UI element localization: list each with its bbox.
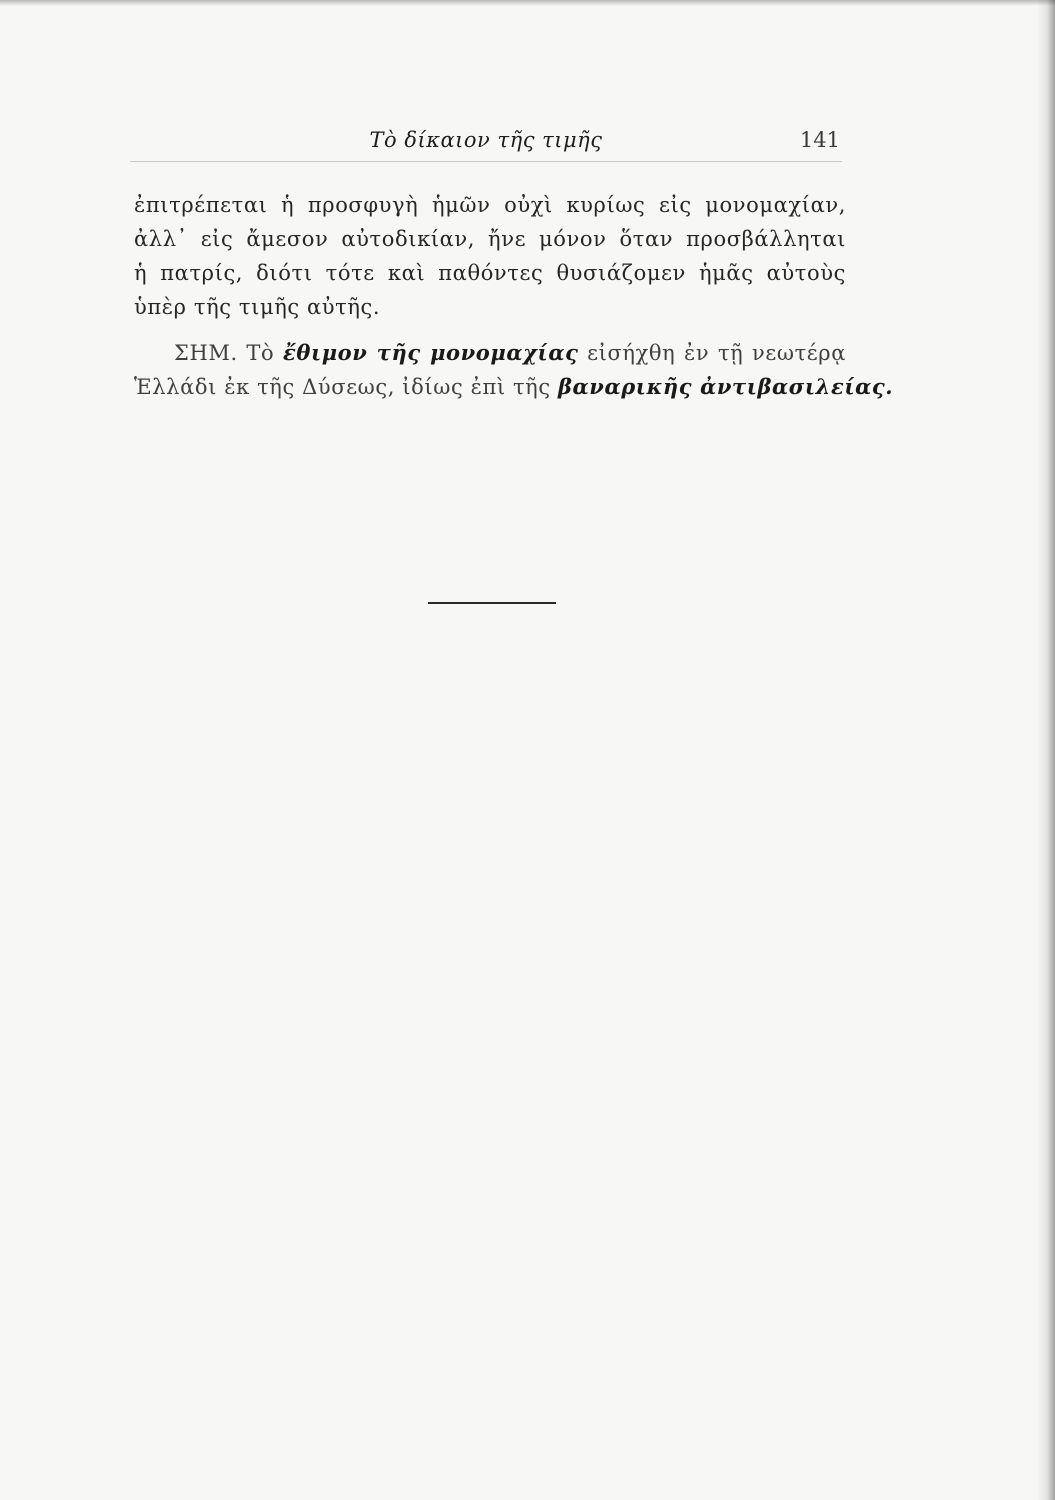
body-text (134, 188, 894, 404)
footnote-line-2 (134, 370, 894, 404)
running-head (130, 128, 842, 158)
body-line-3: ἡ πατρίς, διότι τότε καὶ παθόντες θυσιάζομεν ἡμᾶς αὐτοὺς (134, 261, 846, 285)
footnote-label: ΣΗΜ. Τὸ (174, 341, 275, 365)
page-number: 141 (799, 128, 840, 152)
section-end-rule (428, 602, 556, 604)
header-rule (130, 161, 842, 162)
footnote (134, 336, 894, 404)
body-line-2: ἀλλ᾽ εἰς ἄμεσον αὐτοδικίαν, ἤνε μόνον ὅταν προσβάλληται (134, 227, 846, 251)
scan-top-edge (0, 0, 1055, 6)
footnote-term-custom: ἔθιμον τῆς μονομαχίας (282, 340, 579, 365)
page-edge-shadow (1037, 0, 1055, 1500)
footnote-text-2: Ἑλλάδι ἐκ τῆς Δύσεως, ἰδίως ἐπὶ τῆς (134, 375, 551, 399)
footnote-line-1 (134, 336, 846, 370)
body-line-1: ἐπιτρέπεται ἡ προσφυγὴ ἡμῶν οὐχὶ κυρίως εἰς μονομαχίαν, (134, 193, 846, 217)
footnote-term-regency: βαναρικῆς ἀντιβασιλείας. (558, 374, 894, 399)
body-line-4: ὑπὲρ τῆς τιμῆς αὐτῆς. (134, 295, 381, 319)
footnote-text-1: εἰσήχθη ἐν τῇ νεωτέρᾳ (587, 341, 847, 365)
running-title: Τὸ δίκαιον τῆς τιμῆς (369, 128, 603, 152)
